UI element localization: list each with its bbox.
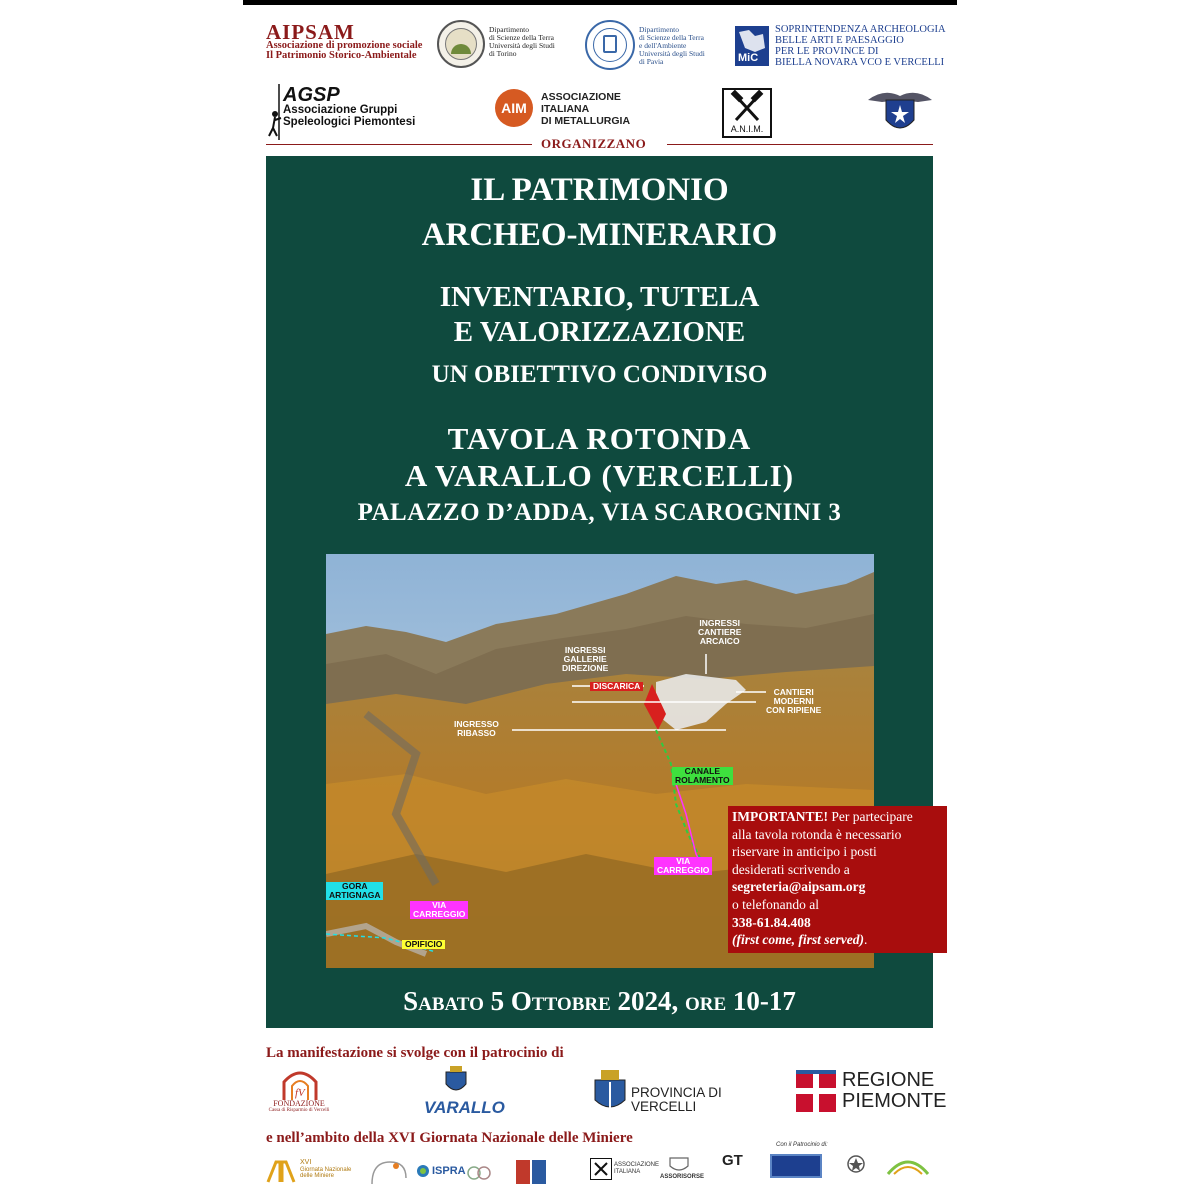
torino-seal-icon — [437, 20, 485, 68]
crossed-hammers-icon — [724, 90, 770, 124]
event-date: Sabato 5 Ottobre 2024, ore 10-17 — [403, 986, 796, 1016]
top-border — [243, 0, 957, 5]
sopr-line2: BELLE ARTI E PAESAGGIO — [775, 35, 904, 46]
label-canale-1: CANALE — [684, 766, 721, 776]
notice-line4: desiderati scrivendo a — [732, 861, 850, 877]
svg-text:fV: fV — [295, 1087, 305, 1099]
pavia-line2: di Scienze della Terra — [639, 33, 704, 42]
mic-label: MiC — [738, 52, 759, 64]
title-line4: E VALORIZZAZIONE — [453, 316, 746, 348]
label-gora-2: ARTIGNAGA — [329, 890, 381, 900]
anim-small-line2: ITALIANA — [614, 1168, 641, 1175]
label-cantieri-2: MODERNI — [773, 696, 814, 706]
label-canale-rolamento — [672, 767, 733, 785]
agsp-line1: Associazione Gruppi — [283, 104, 398, 116]
title-line3: INVENTARIO, TUTELA — [439, 281, 760, 313]
xvi-line2: Giornata Nazionale — [300, 1166, 352, 1173]
sopr-line3: PER LE PROVINCE DI — [775, 46, 879, 57]
organizzano-label: ORGANIZZANO — [541, 136, 647, 151]
aim-line2: ITALIANA — [541, 103, 590, 115]
aim-logo-icon: AIM — [495, 89, 533, 127]
notice-fcfs-tail: . — [863, 932, 868, 948]
label-ingressi-cantiere-2: CANTIERE — [698, 627, 742, 637]
organizzano-line-right — [667, 144, 933, 145]
ispra-label: ISPRA — [432, 1165, 466, 1177]
notice-fcfs-text: (first come, first served) — [732, 932, 864, 948]
regione-text — [842, 1070, 946, 1112]
label-via-carreggio-left-1: VIA — [432, 900, 447, 910]
agsp-line2: Speleologici Piemontesi — [283, 116, 416, 128]
label-discarica: DISCARICA — [590, 682, 643, 691]
label-via-carreggio-right — [654, 857, 712, 875]
torino-line4: di Torino — [489, 49, 517, 58]
notice-line3: riservare in anticipo i posti — [732, 844, 877, 860]
label-ingresso-ribasso — [454, 720, 499, 738]
registration-notice — [728, 806, 947, 953]
sponsor-arc-icon — [368, 1158, 410, 1186]
notice-email-link[interactable]: segreteria@aipsam.org — [732, 879, 866, 895]
xvi-line1: XVI — [300, 1159, 312, 1166]
notice-important: IMPORTANTE! — [732, 809, 829, 824]
pavia-line1: Dipartimento — [639, 25, 679, 34]
xvi-giornata-text — [300, 1160, 351, 1180]
pavia-line5: di Pavia — [639, 57, 664, 66]
fondazione-text — [268, 1100, 330, 1113]
label-ingressi-cantiere-1: INGRESSI — [699, 618, 741, 628]
agsp-text — [283, 104, 415, 128]
provincia-crest-icon — [593, 1070, 627, 1114]
aim-text — [541, 91, 630, 127]
label-ingressi-cantiere — [698, 619, 741, 646]
event-line1: TAVOLA ROTONDA — [447, 421, 752, 456]
aipsam-subtitle — [266, 41, 422, 61]
organizzano-line-left — [266, 144, 532, 145]
label-via-carreggio-right-1: VIA — [676, 856, 691, 866]
sponsor-circles-icon — [466, 1162, 500, 1184]
mic-logo-icon — [735, 26, 769, 66]
fondazione-logo-icon — [280, 1066, 320, 1102]
title-line2: ARCHEO-MINERARIO — [421, 217, 778, 253]
pavia-line3: e dell'Ambiente — [639, 41, 687, 50]
event-line3: PALAZZO D’ADDA, VIA SCAROGNINI 3 — [357, 499, 842, 526]
anim-small-line1: ASSOCIAZIONE — [614, 1162, 660, 1168]
giornata-heading: e nell’ambito della XVI Giornata Nazionale delle Miniere — [266, 1130, 633, 1146]
label-ingresso-ribasso-1: INGRESSO — [454, 719, 499, 729]
label-cantieri-1: CANTIERI — [773, 687, 814, 697]
label-ingressi-gallerie-2: GALLERIE — [563, 654, 607, 664]
title-line5: UN OBIETTIVO CONDIVISO — [431, 361, 768, 388]
aipsam-subtitle-line2: Il Patrimonio Storico-Ambientale — [266, 50, 417, 61]
sopr-line4: BIELLA NOVARA VCO E VERCELLI — [775, 57, 945, 68]
label-gora-artignaga — [326, 882, 383, 900]
pavia-seal-icon — [585, 20, 635, 70]
xvi-giornata-icon — [266, 1158, 296, 1184]
title-line1: IL PATRIMONIO — [470, 172, 729, 208]
label-ingressi-gallerie-1: INGRESSI — [564, 645, 606, 655]
regione-line1: REGIONE — [842, 1069, 935, 1091]
label-ingressi-gallerie — [562, 646, 608, 673]
torino-line3: Università degli Studi — [489, 41, 555, 50]
sponsor-green-leaf-icon — [884, 1154, 932, 1178]
sopr-line1: SOPRINTENDENZA ARCHEOLOGIA — [775, 24, 946, 35]
label-cantieri-moderni — [766, 688, 821, 715]
torino-line2: di Scienze della Terra — [489, 33, 554, 42]
label-via-carreggio-left-2: CARREGGIO — [413, 909, 466, 919]
cai-eagle-shield-icon — [866, 86, 934, 138]
notice-line2: alla tavola rotonda è necessario — [732, 826, 902, 842]
gt-logo-text: GT — [722, 1152, 743, 1169]
label-via-carreggio-right-2: CARREGGIO — [657, 865, 710, 875]
label-opificio: OPIFICIO — [402, 940, 445, 949]
notice-fcfs — [732, 931, 947, 949]
notice-line6: o telefonando al — [732, 896, 819, 912]
anim-small-text — [614, 1162, 660, 1175]
aim-line1: ASSOCIAZIONE — [541, 91, 621, 103]
fondazione-line2: Cassa di Risparmio di Vercelli — [268, 1108, 330, 1113]
soprintendenza-text — [775, 24, 946, 68]
event-line2: A VARALLO (VERCELLI) — [404, 458, 795, 493]
label-canale-2: ROLAMENTO — [675, 775, 730, 785]
provincia-text — [631, 1086, 722, 1114]
provincia-line1: PROVINCIA DI — [631, 1085, 722, 1100]
eurogeosurveys-logo-icon — [770, 1154, 822, 1178]
ministry-emblem-icon — [846, 1154, 866, 1176]
notice-line1 — [732, 808, 947, 826]
con-il-patrocinio-label: Con il Patrocinio di: — [776, 1142, 828, 1148]
agsp-logo-text: AGSP — [283, 84, 340, 106]
torino-department-text — [489, 26, 555, 58]
label-via-carreggio-left — [410, 901, 468, 919]
ispra-logo-icon — [416, 1164, 430, 1178]
fondazione-line1: FONDAZIONE — [273, 1099, 325, 1108]
label-gora-1: GORA — [341, 881, 368, 891]
aipsam-logo-text: AIPSAM — [266, 20, 355, 44]
notice-line1-rest: Per partecipare — [828, 809, 913, 824]
label-ingresso-ribasso-2: RIBASSO — [457, 728, 496, 738]
provincia-line2: VERCELLI — [631, 1099, 697, 1114]
label-cantieri-3: CON RIPIENE — [766, 705, 822, 715]
label-ingressi-gallerie-3: DIREZIONE — [562, 663, 609, 673]
regione-line2: PIEMONTE — [842, 1090, 947, 1112]
aipai-logo-icon — [516, 1158, 548, 1186]
xvi-line3: delle Miniere — [300, 1173, 335, 1179]
notice-phone-link[interactable]: 338-61.84.408 — [732, 914, 811, 930]
pavia-line4: Università degli Studi — [639, 49, 705, 58]
aim-line3: DI METALLURGIA — [541, 115, 631, 127]
varallo-logo-text: VARALLO — [424, 1098, 505, 1117]
varallo-crest-icon — [444, 1066, 468, 1096]
anim-small-hammers-icon — [590, 1158, 612, 1180]
torino-line1: Dipartimento — [489, 25, 529, 34]
aipsam-subtitle-line1: Associazione di promozione sociale — [266, 40, 423, 51]
label-ingressi-cantiere-3: ARCAICO — [699, 636, 740, 646]
assorisorse-label: ASSORISORSE — [660, 1174, 705, 1180]
assorisorse-crest-icon — [668, 1156, 690, 1174]
regione-piemonte-flag-icon — [796, 1070, 836, 1112]
anim-label: A.N.I.M. — [730, 124, 764, 134]
patrocinio-heading: La manifestazione si svolge con il patrocinio di — [266, 1045, 564, 1061]
pavia-department-text — [639, 26, 705, 66]
